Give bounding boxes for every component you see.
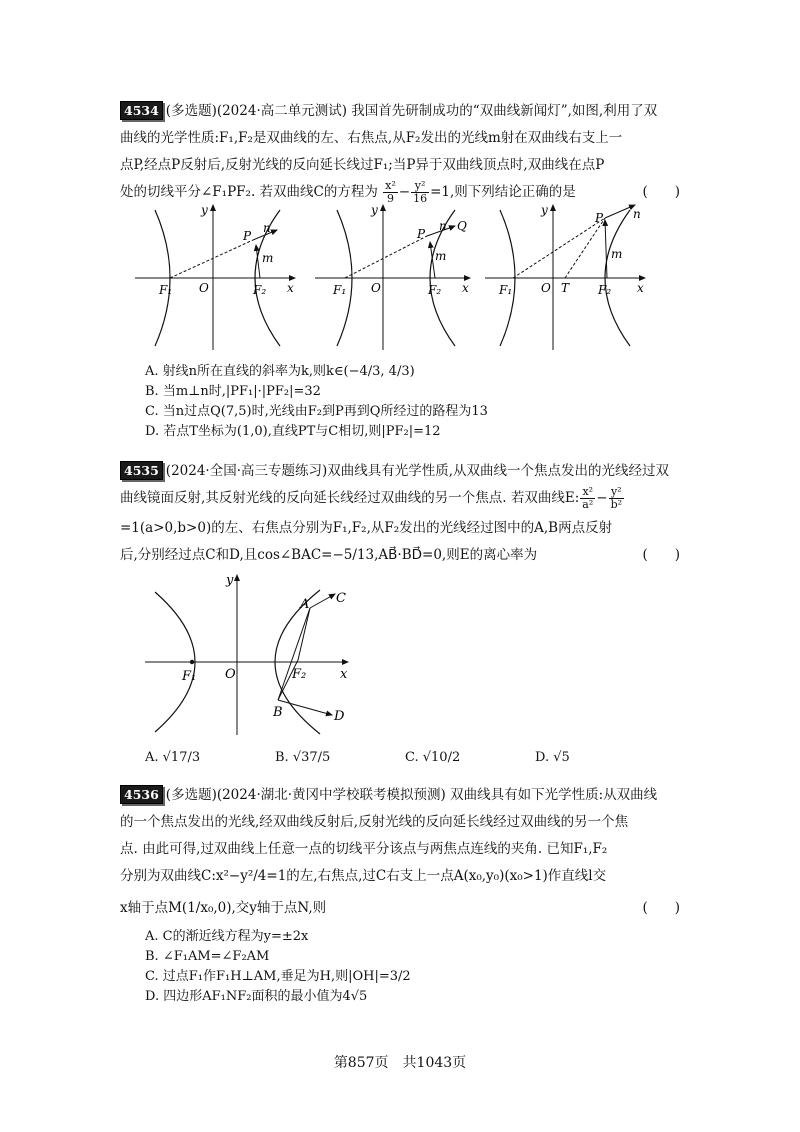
option-A: A. √17/3 [145, 750, 201, 765]
question-4535 [120, 458, 680, 569]
label-n: n [633, 207, 641, 221]
page-footer: 第857页 共1043页 [333, 1055, 467, 1071]
label-Q: Q [457, 219, 467, 233]
q4536-line-3: 点. 由此可得,过双曲线上任意一点的切线平分该点与两焦点连线的夹角. 已知F₁,F₂ [120, 841, 608, 857]
option-A: A. 射线n所在直线的斜率为k,则k∈(−4/3, 4/3) [145, 364, 415, 379]
label-P: P [417, 227, 426, 241]
label-F1: F₁ [159, 283, 173, 297]
label-y: y [226, 573, 234, 588]
label-P: P [595, 211, 604, 225]
label-x: x [340, 667, 348, 682]
q4535-line-3: =1(a>0,b>0)的左、右焦点分别为F₁,F₂,从F₂发出的光线经过图中的A,B两点反射 [120, 520, 613, 536]
label-x: x [637, 281, 644, 295]
label-y: y [541, 203, 548, 217]
q4536-line-1: 4536 (多选题)(2024·湖北·黄冈中学校联考模拟预测) 双曲线具有如下光学性质:从双曲线 [120, 782, 680, 809]
question-number: 4534 [120, 101, 163, 120]
q4534-line-4: 处的切线平分∠F₁PF₂. 若双曲线C的方程为 $\frac{\text{x²}}{9}$ − $\frac{\text{y²}}{16}$ =1,则下列结论正确的是 ( ) [120, 179, 680, 205]
q4535-figure [140, 570, 355, 740]
label-O: O [199, 281, 209, 295]
label-F2: F₂ [428, 283, 442, 297]
label-O: O [541, 281, 551, 295]
question-4536 [120, 782, 680, 1007]
q4536-line-4: 分别为双曲线C:x²−y²/4=1的左,右焦点,过C右支上一点A(x₀,y₀)(x₀>1)作直线l交 [120, 868, 607, 884]
label-O: O [371, 281, 381, 295]
label-y: y [201, 203, 208, 217]
label-F2: F₂ [292, 667, 307, 682]
q4535-line-1: 4535 (2024·全国·高三专题练习)双曲线具有光学性质,从双曲线一个焦点发出的光线经过双 [120, 458, 680, 485]
q4535-options [120, 748, 680, 768]
option-D: D. 四边形AF₁NF₂面积的最小值为4√5 [145, 989, 368, 1004]
q4534-options [120, 362, 680, 442]
q4534-line-3: 点P,经点P反射后,反射光线的反向延长线过F₁;当P异于双曲线顶点时,双曲线在点P [120, 157, 605, 173]
q4535-line-2: 曲线镜面反射,其反射光线的反向延长线经过双曲线的另一个焦点. 若双曲线E: $\frac{\text{x²}}{\text{a²}}$ − $\frac{\text{y²}}{\text{b²}}$ [120, 485, 623, 511]
option-C: C. √10/2 [405, 750, 461, 765]
label-x: x [287, 281, 294, 295]
q4534-line-1: 4534 (多选题)(2024·高二单元测试) 我国首先研制成功的“双曲线新闻灯”,如图,利用了双 [120, 98, 680, 125]
label-D: D [334, 709, 345, 724]
label-m: m [435, 249, 447, 263]
option-B: B. ∠F₁AM=∠F₂AM [145, 949, 270, 964]
option-C: C. 过点F₁作F₁H⊥AM,垂足为H,则|OH|=3/2 [145, 969, 411, 984]
label-F1: F₁ [499, 283, 513, 297]
q4535-line-4: 后,分别经过点C和D,且cos∠BAC=−5/13,AB⃗·BD⃗=0,则E的离心率为 ( ) [120, 542, 680, 569]
label-m: m [611, 247, 623, 261]
figure-2 [315, 203, 470, 350]
label-A: A [300, 597, 310, 612]
options-row [120, 748, 680, 768]
q4534-line-2: 曲线的光学性质:F₁,F₂是双曲线的左、右焦点,从F₂发出的光线m射在双曲线右支上一 [120, 130, 623, 146]
label-T: T [561, 281, 570, 295]
q4534-figures [135, 200, 655, 350]
option-B: B. √37/5 [275, 750, 331, 765]
label-P: P [243, 229, 252, 243]
answer-blank: ( ) [642, 184, 680, 200]
option-A: A. C的渐近线方程为y=±2x [145, 929, 309, 944]
label-O: O [225, 667, 236, 682]
fraction: $\frac{\text{x²}}{9}$ [385, 179, 396, 205]
label-C: C [336, 591, 346, 606]
label-n: n [263, 221, 271, 235]
label-F2: F₂ [598, 283, 612, 297]
option-D: D. √5 [535, 750, 570, 765]
label-y: y [371, 203, 378, 217]
question-4534 [120, 98, 680, 209]
option-C: C. 当n过点Q(7,5)时,光线由F₂到P再到Q所经过的路程为13 [145, 404, 488, 419]
option-B: B. 当m⊥n时,|PF₁|·|PF₂|=32 [145, 384, 321, 399]
fraction: $\frac{\text{y²}}{\text{b²}}$ [610, 485, 623, 511]
question-number: 4536 [120, 785, 163, 804]
label-x: x [462, 281, 469, 295]
label-B: B [273, 705, 283, 720]
label-F1: F₁ [333, 283, 347, 297]
label-F2: F₂ [253, 283, 267, 297]
option-D: D. 若点T坐标为(1,0),直线PT与C相切,则|PF₂|=12 [145, 424, 441, 439]
fraction: $\frac{\text{y²}}{16}$ [413, 179, 428, 205]
q4536-line-2: 的一个焦点发出的光线,经双曲线反射后,反射光线的反向延长线经过双曲线的另一个焦 [120, 814, 629, 830]
answer-blank: ( ) [642, 900, 680, 916]
figure-1 [135, 203, 295, 350]
answer-blank: ( ) [642, 547, 680, 563]
figure-3 [485, 203, 645, 350]
fraction: $\frac{\text{x²}}{\text{a²}}$ [582, 485, 594, 511]
label-F1: F₁ [182, 669, 197, 684]
q4536-line-5: x轴于点M(1/x₀,0),交y轴于点N,则 ( ) [120, 895, 680, 927]
label-m: m [262, 251, 274, 265]
label-n: n [439, 219, 447, 233]
question-number: 4535 [120, 461, 163, 480]
